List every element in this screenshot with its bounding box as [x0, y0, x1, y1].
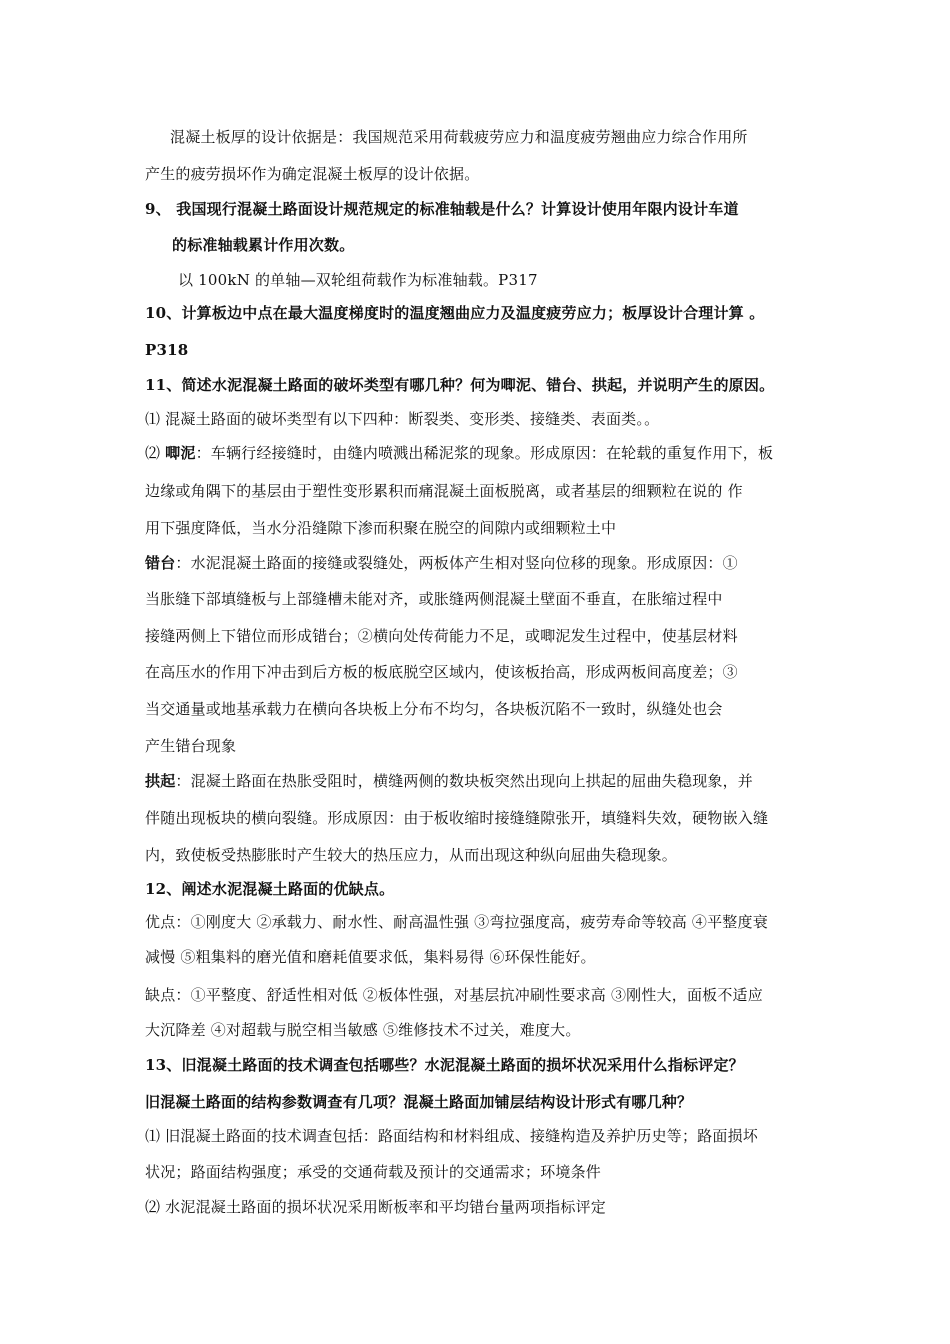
- answer-line: 在高压水的作用下冲击到后方板的板底脱空区域内，使该板抬高，形成两板间高度差；③: [145, 663, 738, 681]
- term-jini: 唧泥: [165, 444, 196, 462]
- term-gongqi: 拱起: [145, 772, 176, 790]
- answer-line: 产生错台现象: [145, 737, 237, 755]
- term-definition: ：水泥混凝土路面的接缝或裂缝处，两板体产生相对竖向位移的现象。形成原因：①: [175, 554, 738, 572]
- answer-line: 当交通量或地基承载力在横向各块板上分布不均匀，各块板沉陷不一致时，纵缝处也会: [145, 700, 723, 718]
- answer-line: 内，致使板受热膨胀时产生较大的热压应力，从而出现这种纵向屈曲失稳现象。: [145, 846, 678, 864]
- question-12-title: 12、阐述水泥混凝土路面的优缺点。: [145, 880, 395, 898]
- question-11-title: 11、简述水泥混凝土路面的破坏类型有哪几种？何为唧泥、错台、拱起，并说明产生的原因。: [145, 376, 775, 394]
- answer-line: ⑴ 混凝土路面的破坏类型有以下四种：断裂类、变形类、接缝类、表面类。。: [145, 410, 660, 428]
- answer-line: 用下强度降低，当水分沿缝隙下渗而积聚在脱空的间隙内或细颗粒土中: [145, 519, 617, 537]
- term-cuotai: 错台: [145, 554, 176, 572]
- answer-line: 当胀缝下部填缝板与上部缝槽未能对齐，或胀缝两侧混凝土壁面不垂直，在胀缩过程中: [145, 590, 723, 608]
- answer-line: 接缝两侧上下错位而形成错台；②横向处传荷能力不足，或唧泥发生过程中，使基层材料: [145, 627, 738, 645]
- answer-line: [145, 553, 738, 573]
- list-marker: ⑵: [145, 444, 166, 462]
- answer-line: ⑵ 水泥混凝土路面的损坏状况采用断板率和平均错台量两项指标评定: [145, 1198, 606, 1216]
- question-10-title: 10、计算板边中点在最大温度梯度时的温度翘曲应力及温度疲劳应力；板厚设计合理计算 。: [145, 304, 765, 322]
- answer-line: 优点：①刚度大 ②承载力、耐水性、耐高温性强 ③弯拉强度高，疲劳寿命等较高 ④平整度衰: [145, 913, 768, 931]
- answer-line: 边缘或角隅下的基层由于塑性变形累积而痛混凝土面板脱离，或者基层的细颗粒在说的 作: [145, 482, 743, 500]
- question-13-title: 13、旧混凝土路面的技术调查包括哪些？水泥混凝土路面的损坏状况采用什么指标评定？: [145, 1056, 744, 1074]
- question-13-title-cont: 旧混凝土路面的结构参数调查有几项？混凝土路面加铺层结构设计形式有哪几种？: [145, 1093, 693, 1111]
- answer-line: [145, 443, 773, 463]
- question-9-title: 9、 我国现行混凝土路面设计规范规定的标准轴载是什么？计算设计使用年限内设计车道: [145, 200, 739, 218]
- answer-line: 状况；路面结构强度；承受的交通荷载及预计的交通需求；环境条件: [145, 1163, 602, 1181]
- question-9-answer: 以 100kN 的单轴—双轮组荷载作为标准轴载。P317: [178, 271, 538, 289]
- answer-line: ⑴ 旧混凝土路面的技术调查包括：路面结构和材料组成、接缝构造及养护历史等；路面损坏: [145, 1127, 758, 1145]
- term-definition: ：混凝土路面在热胀受阻时，横缝两侧的数块板突然出现向上拱起的屈曲失稳现象，并: [175, 772, 754, 790]
- answer-line: 大沉降差 ④对超载与脱空相当敏感 ⑤维修技术不过关，难度大。: [145, 1021, 581, 1039]
- question-10-page-ref: P318: [145, 341, 189, 359]
- answer-line: 减慢 ⑤粗集料的磨光值和磨耗值要求低，集料易得 ⑥环保性能好。: [145, 948, 596, 966]
- paragraph-line: 混凝土板厚的设计依据是：我国规范采用荷载疲劳应力和温度疲劳翘曲应力综合作用所: [170, 128, 748, 146]
- answer-line: [145, 771, 753, 791]
- question-9-title-cont: 的标准轴载累计作用次数。: [172, 236, 355, 254]
- answer-line: 伴随出现板块的横向裂缝。形成原因：由于板收缩时接缝缝隙张开，填缝料失效，硬物嵌入缝: [145, 809, 769, 827]
- term-definition: ：车辆行经接缝时，由缝内喷溅出稀泥浆的现象。形成原因：在轮载的重复作用下，板: [195, 444, 774, 462]
- answer-line: 缺点：①平整度、舒适性相对低 ②板体性强，对基层抗冲刷性要求高 ③刚性大，面板不适应: [145, 986, 763, 1004]
- paragraph-line: 产生的疲劳损坏作为确定混凝土板厚的设计依据。: [145, 165, 480, 183]
